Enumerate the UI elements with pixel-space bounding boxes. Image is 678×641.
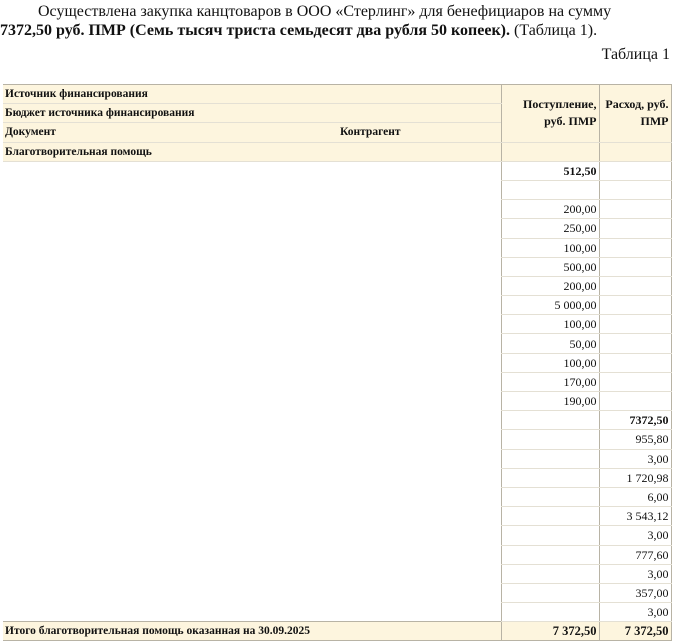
row-income [501, 180, 599, 199]
row-income: 100,00 [501, 353, 599, 372]
row-expense: 3 543,12 [599, 507, 671, 526]
row-document [3, 315, 338, 334]
row-document [3, 449, 338, 468]
row-income: 500,00 [501, 257, 599, 276]
row-document [3, 487, 338, 506]
row-income: 50,00 [501, 334, 599, 353]
row-counterparty [338, 353, 501, 372]
row-expense [599, 257, 671, 276]
row-expense [599, 180, 671, 199]
table-row [3, 392, 671, 411]
row-expense: 7372,50 [599, 411, 671, 430]
header-budget: Бюджет источника финансирования [3, 104, 501, 123]
table-row [3, 315, 671, 334]
row-income [501, 583, 599, 602]
row-document [3, 180, 338, 199]
row-document [3, 257, 338, 276]
finance-table [3, 84, 672, 641]
row-income: 100,00 [501, 238, 599, 257]
row-counterparty [338, 334, 501, 353]
row-expense [599, 276, 671, 295]
row-income [501, 468, 599, 487]
row-document [3, 296, 338, 315]
table-row [3, 411, 671, 430]
intro-amount-line [0, 21, 672, 40]
row-document [3, 564, 338, 583]
row-expense: 3,00 [599, 603, 671, 622]
row-income: 200,00 [501, 200, 599, 219]
intro-amount: 7372,50 руб. ПМР (Семь тысяч триста семьдесят два рубля 50 копеек). [0, 22, 510, 39]
row-income [501, 545, 599, 564]
row-income [501, 487, 599, 506]
row-counterparty [338, 372, 501, 391]
row-income [501, 564, 599, 583]
row-counterparty [338, 449, 501, 468]
category-label: Благотворительная помощь [3, 142, 501, 161]
table-row [3, 507, 671, 526]
row-counterparty [338, 180, 501, 199]
row-document [3, 334, 338, 353]
table-row [3, 526, 671, 545]
row-income [501, 411, 599, 430]
row-expense [599, 238, 671, 257]
row-income [501, 526, 599, 545]
row-expense [599, 296, 671, 315]
category-expense [599, 142, 671, 161]
row-counterparty [338, 583, 501, 602]
row-counterparty [338, 315, 501, 334]
row-expense: 357,00 [599, 583, 671, 602]
row-counterparty [338, 507, 501, 526]
row-document [3, 430, 338, 449]
row-income: 200,00 [501, 276, 599, 295]
table-row [3, 296, 671, 315]
total-income: 7 372,50 [501, 622, 599, 641]
table-row [3, 238, 671, 257]
total-expense: 7 372,50 [599, 622, 671, 641]
row-counterparty [338, 296, 501, 315]
intro-paragraph [0, 2, 672, 40]
row-income [501, 449, 599, 468]
table-row [3, 430, 671, 449]
row-expense: 777,60 [599, 545, 671, 564]
table-row [3, 545, 671, 564]
row-income: 5 000,00 [501, 296, 599, 315]
header-document: Документ [3, 123, 338, 142]
row-counterparty [338, 468, 501, 487]
header-income: Поступление, руб. ПМР [501, 85, 599, 143]
row-counterparty [338, 411, 501, 430]
row-expense [599, 200, 671, 219]
category-row [3, 142, 671, 161]
row-expense: 955,80 [599, 430, 671, 449]
row-expense [599, 372, 671, 391]
intro-table-ref: (Таблица 1). [509, 22, 598, 39]
category-income [501, 142, 599, 161]
row-expense: 3,00 [599, 526, 671, 545]
table-row [3, 564, 671, 583]
row-document [3, 238, 338, 257]
row-document [3, 219, 338, 238]
row-document [3, 507, 338, 526]
table-row [3, 449, 671, 468]
row-counterparty [338, 238, 501, 257]
table-row [3, 372, 671, 391]
row-income: 512,50 [501, 161, 599, 180]
row-document [3, 353, 338, 372]
row-expense: 3,00 [599, 449, 671, 468]
row-expense: 3,00 [599, 564, 671, 583]
table-row [3, 180, 671, 199]
table-row [3, 334, 671, 353]
row-document [3, 372, 338, 391]
row-counterparty [338, 392, 501, 411]
row-expense [599, 219, 671, 238]
row-document [3, 276, 338, 295]
row-expense: 1 720,98 [599, 468, 671, 487]
row-counterparty [338, 564, 501, 583]
row-counterparty [338, 257, 501, 276]
table-caption: Таблица 1 [601, 46, 670, 63]
row-counterparty [338, 430, 501, 449]
row-expense [599, 353, 671, 372]
header-expense: Расход, руб. ПМР [599, 85, 671, 143]
row-expense [599, 315, 671, 334]
row-document [3, 583, 338, 602]
row-counterparty [338, 545, 501, 564]
row-document [3, 545, 338, 564]
row-document [3, 392, 338, 411]
table-row [3, 276, 671, 295]
row-document [3, 411, 338, 430]
table-row [3, 583, 671, 602]
row-income: 190,00 [501, 392, 599, 411]
header-row-source [3, 85, 671, 104]
row-expense [599, 392, 671, 411]
row-income: 100,00 [501, 315, 599, 334]
row-income [501, 430, 599, 449]
table-row [3, 468, 671, 487]
total-row [3, 622, 671, 641]
row-expense [599, 334, 671, 353]
row-counterparty [338, 200, 501, 219]
row-document [3, 200, 338, 219]
intro-line: Осуществлена закупка канцтоваров в ООО «Стерлинг» для бенефициаров на сумму [38, 3, 612, 20]
table-row [3, 200, 671, 219]
table-row [3, 257, 671, 276]
header-source: Источник финансирования [3, 85, 501, 104]
total-label: Итого благотворительная помощь оказанная на 30.09.2025 [3, 622, 501, 641]
row-counterparty [338, 219, 501, 238]
header-counterparty: Контрагент [338, 123, 501, 142]
row-income: 170,00 [501, 372, 599, 391]
row-income: 250,00 [501, 219, 599, 238]
table-row [3, 219, 671, 238]
table-row [3, 487, 671, 506]
table-row [3, 161, 671, 180]
row-counterparty [338, 526, 501, 545]
row-document [3, 526, 338, 545]
row-document [3, 468, 338, 487]
row-counterparty [338, 487, 501, 506]
row-expense [599, 161, 671, 180]
row-income [501, 507, 599, 526]
row-counterparty [338, 161, 501, 180]
row-counterparty [338, 276, 501, 295]
table-row [3, 353, 671, 372]
row-expense: 6,00 [599, 487, 671, 506]
row-document [3, 161, 338, 180]
